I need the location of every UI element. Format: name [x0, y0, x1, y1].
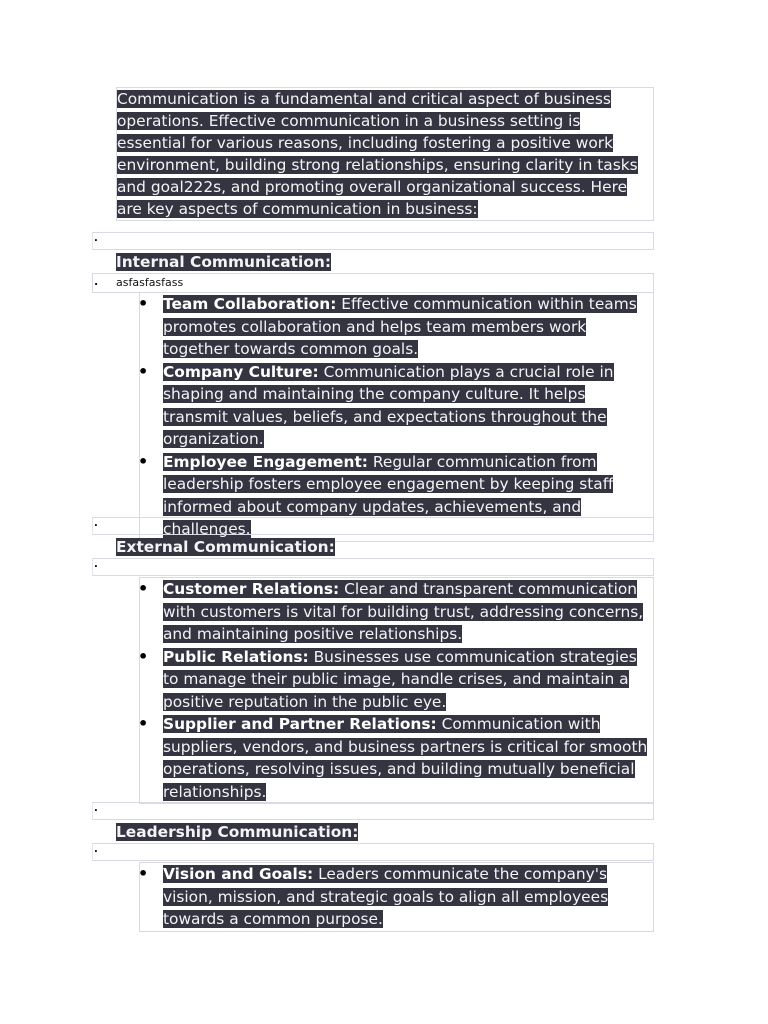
intro-text: Communication is a fundamental and critical aspect of business operations. Effective communication in a business setting is essential for various reasons, including fostering a positive work environment, building strong relationships, ensuring clarity in tasks and goal222s, and promoting overall organizational success. Here are key aspects of communication in business: [117, 90, 638, 218]
section-heading-text: Internal Communication: [116, 253, 332, 271]
empty-paragraph[interactable] [92, 558, 654, 576]
item-text: Effective communication within teams promotes collaboration and helps team members work together towards common goals. [163, 295, 637, 358]
list-item[interactable] [140, 293, 653, 361]
paragraph-mark: . [94, 559, 98, 570]
item-text: Regular communication from leadership fosters employee engagement by keeping staff informed about company updates, achievements, and challenges. [163, 452, 614, 538]
bullet-icon: • [138, 361, 149, 381]
note-text: asfasfasfass [116, 276, 184, 289]
paragraph-mark: . [94, 844, 98, 855]
bullet-list-leadership [139, 862, 654, 932]
bullet-list-internal [139, 292, 654, 542]
paragraph-mark: . [94, 275, 99, 288]
item-title: Customer Relations: [163, 580, 340, 598]
intro-paragraph[interactable] [116, 87, 654, 221]
item-title: Employee Engagement: [163, 452, 368, 471]
list-item[interactable] [140, 713, 653, 803]
bullet-icon: • [138, 294, 149, 313]
section-heading-external[interactable] [116, 536, 652, 559]
bullet-icon: • [138, 714, 149, 733]
item-title: Public Relations: [163, 647, 309, 666]
item-text: Communication with suppliers, vendors, and business partners is critical for smooth operations, resolving issues, and building mutually beneficial relationships. [163, 715, 648, 801]
item-title: Team Collaboration: [163, 295, 337, 313]
empty-paragraph[interactable] [92, 232, 654, 250]
list-item[interactable] [140, 578, 653, 646]
section-heading-leadership[interactable] [116, 821, 652, 844]
list-item[interactable] [140, 646, 653, 714]
paragraph-mark: . [94, 233, 98, 244]
item-text: Leaders communicate the company's vision, mission, and strategic goals to align all employees towards a common purpose. [163, 865, 609, 928]
item-text: Clear and transparent communication with customers is vital for building trust, addressing concerns, and maintaining positive relationships. [163, 580, 644, 643]
bullet-list-external [139, 577, 654, 804]
section-heading-text: External Communication: [116, 538, 335, 556]
section-heading-text: Leadership Communication: [116, 823, 359, 841]
empty-paragraph[interactable] [92, 802, 654, 820]
section-heading-internal[interactable] [116, 251, 652, 274]
item-text: Communication plays a crucial role in shaping and maintaining the company culture. It helps transmit values, beliefs, and expectations throughout the organization. [163, 362, 614, 448]
list-item[interactable] [140, 863, 653, 931]
list-item[interactable] [140, 361, 653, 451]
bullet-icon: • [138, 451, 149, 471]
item-title: Vision and Goals: [163, 865, 314, 883]
item-title: Supplier and Partner Relations: [163, 715, 437, 733]
empty-paragraph[interactable] [92, 517, 654, 535]
bullet-icon: • [138, 646, 149, 666]
bullet-icon: • [138, 864, 149, 883]
paragraph-mark: . [94, 803, 98, 814]
bullet-icon: • [138, 579, 149, 598]
paragraph-mark: . [94, 518, 98, 529]
item-text: Businesses use communication strategies to manage their public image, handle crises, and maintain a positive reputation in the public eye. [163, 647, 637, 711]
empty-paragraph[interactable] [92, 843, 654, 861]
note-paragraph[interactable] [92, 273, 654, 293]
item-title: Company Culture: [163, 362, 319, 381]
